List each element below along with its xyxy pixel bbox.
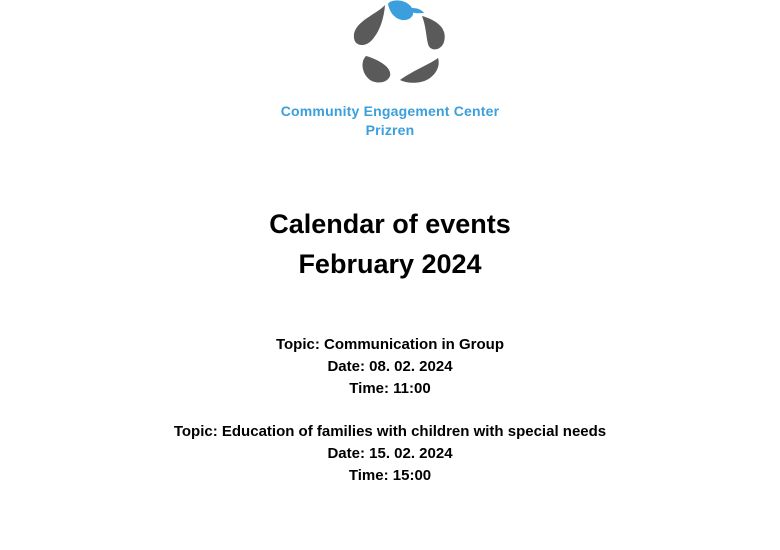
event-topic: Topic: Education of families with children with special needs <box>173 423 607 440</box>
event-time: Time: 11:00 <box>349 380 431 397</box>
event-item <box>0 334 780 400</box>
event-date: Date: 15. 02. 2024 <box>327 445 453 462</box>
community-logo-icon <box>350 0 450 86</box>
event-topic: Topic: Communication in Group <box>275 336 505 353</box>
event-item <box>0 421 780 487</box>
event-time: Time: 15:00 <box>348 467 432 484</box>
event-date: Date: 08. 02. 2024 <box>327 358 453 375</box>
document-title: Calendar of events <box>269 209 511 239</box>
org-city: Prizren <box>365 122 415 138</box>
org-name: Community Engagement Center <box>280 103 500 119</box>
document-subtitle-month: February 2024 <box>298 249 482 279</box>
